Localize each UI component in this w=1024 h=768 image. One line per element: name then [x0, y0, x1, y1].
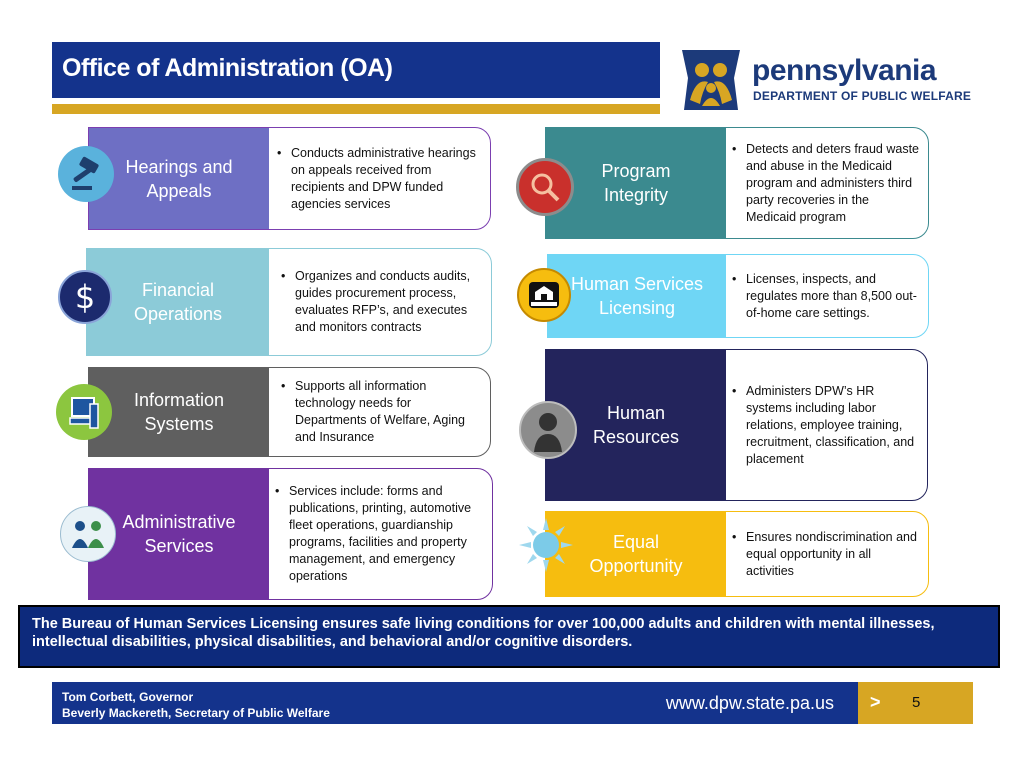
magnifier-icon — [516, 158, 574, 216]
dollar-icon: $ — [58, 270, 112, 324]
card-label-line: Equal — [612, 532, 660, 552]
card-human-services-licensing — [547, 254, 929, 338]
card-label-line: Services — [144, 536, 214, 556]
bullet-item: • Organizes and conducts audits, guides procurement process, evaluates RFP’s, and executes and monitors contracts — [275, 268, 481, 336]
bullet-item: • Conducts administrative hearings on appeals received from recipients and DPW funded agencies services — [271, 145, 482, 213]
pa-dpw-logo — [678, 46, 978, 112]
card-description — [269, 469, 484, 599]
page-title: Office of Administration (OA) — [62, 54, 393, 82]
card-equal-opportunity — [545, 511, 929, 597]
logo-wordmark: pennsylvania — [752, 54, 937, 87]
card-label-line: Integrity — [603, 185, 669, 205]
card-label-line: Financial — [141, 280, 215, 300]
secretary-name: Beverly Mackereth, Secretary of Public Welfare — [62, 706, 330, 720]
licensing-banner — [18, 605, 1000, 668]
house-icon — [517, 268, 571, 322]
card-program-integrity — [545, 127, 929, 239]
footer-page-box — [858, 682, 973, 724]
card-human-resources — [545, 349, 928, 501]
governor-name: Tom Corbett, Governor — [62, 690, 194, 704]
next-arrow-icon[interactable]: > — [870, 692, 881, 712]
sun-icon — [517, 516, 575, 574]
card-description — [726, 512, 922, 596]
card-label-line: Appeals — [146, 180, 212, 201]
person-silhouette-icon — [519, 401, 577, 459]
card-label — [89, 469, 269, 599]
people-icon — [60, 506, 116, 562]
card-information-systems — [88, 367, 491, 457]
card-description — [275, 249, 481, 355]
bullet-item: • Ensures nondiscrimination and equal opportunity in all activities — [726, 529, 922, 580]
card-label-line: Information — [133, 390, 225, 410]
title-bar — [52, 42, 660, 98]
card-label — [87, 249, 269, 355]
website-link[interactable]: www.dpw.state.pa.us — [665, 693, 834, 713]
logo-department: DEPARTMENT OF PUBLIC WELFARE — [753, 89, 972, 103]
card-label-line: Human — [606, 403, 665, 423]
keystone-logo-icon — [678, 48, 744, 112]
footer-bar — [52, 682, 858, 724]
card-description — [271, 128, 482, 229]
card-label-line: Systems — [144, 414, 214, 434]
card-administrative-services — [88, 468, 493, 600]
bullet-item: • Administers DPW’s HR systems including labor relations, employee training, recruitment, classification, and placement — [726, 383, 921, 468]
card-label-line: Hearings and — [125, 156, 233, 177]
card-description — [726, 128, 922, 238]
bullet-item: • Supports all information technology needs for Departments of Welfare, Aging and Insurance — [275, 378, 480, 446]
card-label-line: Administrative — [122, 512, 236, 532]
card-label — [89, 128, 269, 229]
banner-text: The Bureau of Human Services Licensing ensures safe living conditions for over 100,000 adults and children with mental illnesses, intellectual disabilities, physical disabilities, and behavioral and/or cognitive disorders. — [32, 616, 935, 650]
card-label-line: Licensing — [598, 298, 676, 318]
card-description — [726, 350, 921, 500]
card-financial-operations — [86, 248, 492, 356]
computer-icon — [56, 384, 112, 440]
bullet-item: • Detects and deters fraud waste and abuse in the Medicaid program and administers third party recoveries in the Medicaid program — [726, 141, 922, 226]
card-label-line: Human Services — [570, 274, 704, 294]
card-label-line: Operations — [133, 304, 223, 324]
card-hearings-appeals — [88, 127, 491, 230]
card-label-line: Program — [601, 161, 671, 181]
card-label-line: Resources — [592, 427, 680, 447]
card-label-line: Opportunity — [589, 556, 683, 576]
page-number: 5 — [912, 694, 921, 711]
footer-officials — [62, 689, 330, 721]
bullet-item: • Services include: forms and publications, printing, automotive fleet operations, guardianship programs, facilities and property management, and emergency operations — [269, 483, 484, 585]
card-description — [726, 255, 922, 337]
card-label — [89, 368, 269, 456]
title-underline — [52, 104, 660, 114]
gavel-icon — [58, 146, 114, 202]
bullet-item: • Licenses, inspects, and regulates more than 8,500 out-of-home care settings. — [726, 271, 922, 322]
card-label — [548, 255, 726, 337]
card-description — [275, 368, 480, 456]
